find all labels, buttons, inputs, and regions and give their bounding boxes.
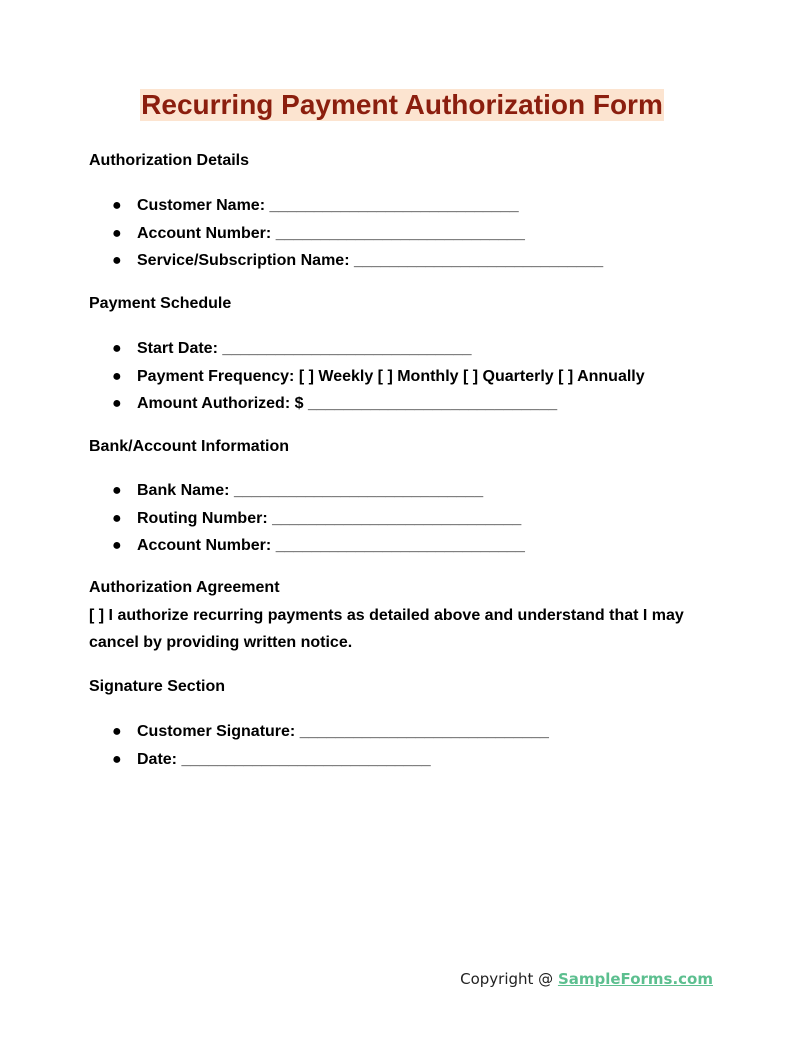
authorization-details-list [89, 196, 603, 279]
bank-info-list [89, 481, 525, 564]
section-heading-agreement: Authorization Agreement [89, 579, 280, 596]
field-start-date[interactable]: ● Start Date: ____________________________ [112, 340, 472, 357]
section-heading-payment-schedule: Payment Schedule [89, 295, 232, 312]
field-service-name[interactable]: ● Service/Subscription Name: ____________________________ [112, 252, 604, 269]
section-heading-signature: Signature Section [89, 678, 226, 695]
agreement-text[interactable]: [ ] I authorize recurring payments as detailed above and understand that I may cancel by providing written notice. [89, 607, 684, 651]
field-customer-name[interactable]: ● Customer Name: ____________________________ [112, 197, 519, 214]
field-bank-account-number[interactable]: ● Account Number: ____________________________ [112, 537, 525, 554]
sampleforms-link[interactable]: SampleForms.com [557, 970, 713, 988]
field-date[interactable]: ● Date: ____________________________ [112, 750, 431, 768]
payment-schedule-list [89, 339, 645, 422]
section-heading-authorization-details: Authorization Details [89, 152, 250, 169]
field-amount-authorized[interactable]: ● Amount Authorized: $ ____________________________ [112, 395, 558, 412]
field-account-number[interactable]: ● Account Number: ____________________________ [112, 224, 525, 242]
field-customer-signature[interactable]: ● Customer Signature: ____________________________ [112, 723, 549, 740]
signature-list [89, 722, 549, 777]
field-payment-frequency[interactable]: ● Payment Frequency: [ ] Weekly [ ] Monthly [ ] Quarterly [ ] Annually [112, 367, 645, 385]
copyright-footer: Copyright @ SampleForms.com [460, 970, 713, 988]
section-heading-bank-info: Bank/Account Information [89, 438, 290, 455]
field-bank-name[interactable]: ● Bank Name: ____________________________ [112, 482, 484, 499]
field-routing-number[interactable]: ● Routing Number: ____________________________ [112, 509, 522, 527]
page-title: Recurring Payment Authorization Form [141, 89, 663, 120]
